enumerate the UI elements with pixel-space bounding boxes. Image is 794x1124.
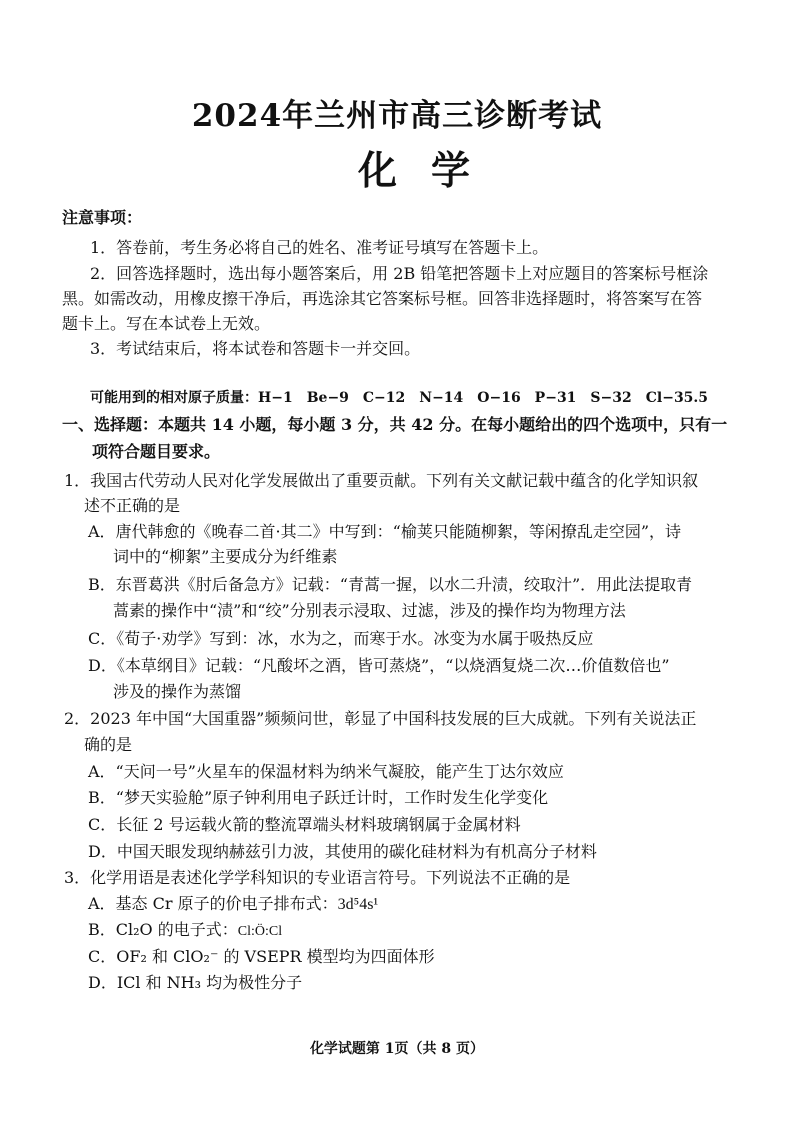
q2-option-a: A．“天问一号”火星车的保温材料为纳米气凝胶，能产生丁达尔效应 <box>88 762 564 781</box>
notice-item-2-line-3: 题卡上。写在本试卷上无效。 <box>62 314 271 333</box>
q3-option-b-text: B．Cl₂O 的电子式： <box>88 920 238 939</box>
q3-option-d: D．ICl 和 NH₃ 均为极性分子 <box>88 973 303 992</box>
q3-option-a-text: A．基态 Cr 原子的价电子排布式： <box>88 894 338 913</box>
q1-stem-line-2: 述不正确的是 <box>84 496 181 515</box>
q3-option-a-formula: 3d⁵4s¹ <box>337 896 379 913</box>
q3-option-b-formula: Cl:Ö:Cl <box>237 924 283 939</box>
q3-option-c: C．OF₂ 和 ClO₂⁻ 的 VSEPR 模型均为四面体形 <box>88 947 435 966</box>
q1-option-a-line-1: A．唐代韩愈的《晚春二首·其二》中写到：“榆荚只能随柳絮，等闲撩乱走空园”，诗 <box>88 522 682 541</box>
q1-option-b-line-2: 蒿素的操作中“渍”和“绞”分别表示浸取、过滤，涉及的操作均为物理方法 <box>113 601 626 620</box>
notice-item-3: 3．考试结束后，将本试卷和答题卡一并交回。 <box>90 339 421 358</box>
q2-stem-line-1: 2．2023 年中国“大国重器”频频问世，彰显了中国科技发展的巨大成就。下列有关说法正 <box>64 709 697 728</box>
page-footer: 化学试题第 1页（共 8 页） <box>309 1041 485 1057</box>
q2-stem-line-2: 确的是 <box>84 735 133 754</box>
q1-option-d-line-2: 涉及的操作为蒸馏 <box>113 682 242 701</box>
notice-item-2-line-2: 黑。如需改动，用橡皮擦干净后，再选涂其它答案标号框。回答非选择题时，将答案写在答 <box>62 289 703 308</box>
q1-option-d-line-1: D．《本草纲目》记载：“凡酸坏之酒，皆可蒸烧”，“以烧酒复烧二次…价值数倍也” <box>88 656 670 675</box>
notice-item-2-line-1: 2．回答选择题时，选出每小题答案后，用 2B 铅笔把答题卡上对应题目的答案标号框涂 <box>90 264 709 283</box>
section-heading-line-1: 一、选择题：本题共 14 小题，每小题 3 分，共 42 分。在每小题给出的四个选项中，只有一 <box>62 415 728 434</box>
q2-option-c: C．长征 2 号运载火箭的整流罩端头材料玻璃钢属于金属材料 <box>88 815 521 834</box>
notice-item-1: 1．答卷前，考生务必将自己的姓名、准考证号填写在答题卡上。 <box>90 238 549 257</box>
q3-stem: 3．化学用语是表述化学学科知识的专业语言符号。下列说法不正确的是 <box>64 868 571 887</box>
q2-option-d: D．中国天眼发现纳赫兹引力波，其使用的碳化硅材料为有机高分子材料 <box>88 842 597 861</box>
q1-option-c: C．《荀子·劝学》写到：冰，水为之，而寒于水。冰变为水属于吸热反应 <box>88 629 594 648</box>
q1-stem-line-1: 1．我国古代劳动人民对化学发展做出了重要贡献。下列有关文献记载中蕴含的化学知识叙 <box>64 471 699 490</box>
atomic-masses: 可能用到的相对原子质量：H−1 Be−9 C−12 N−14 O−16 P−31 S−32 Cl−35.5 <box>90 390 709 406</box>
section-heading-line-2: 项符合题目要求。 <box>92 442 221 461</box>
exam-title: 2024年兰州市高三诊断考试 <box>191 98 603 134</box>
q1-option-a-line-2: 词中的“柳絮”主要成分为纤维素 <box>113 547 338 566</box>
q1-option-b-line-1: B．东晋葛洪《肘后备急方》记载：“青蒿一握，以水二升渍，绞取汁”．用此法提取青 <box>88 575 693 594</box>
notice-heading: 注意事项： <box>62 208 143 227</box>
q2-option-b: B．“梦天实验舱”原子钟利用电子跃迁计时，工作时发生化学变化 <box>88 788 549 807</box>
q3-option-b <box>88 919 282 943</box>
subject-title: 化学 <box>357 148 504 194</box>
q3-option-a <box>88 893 378 916</box>
